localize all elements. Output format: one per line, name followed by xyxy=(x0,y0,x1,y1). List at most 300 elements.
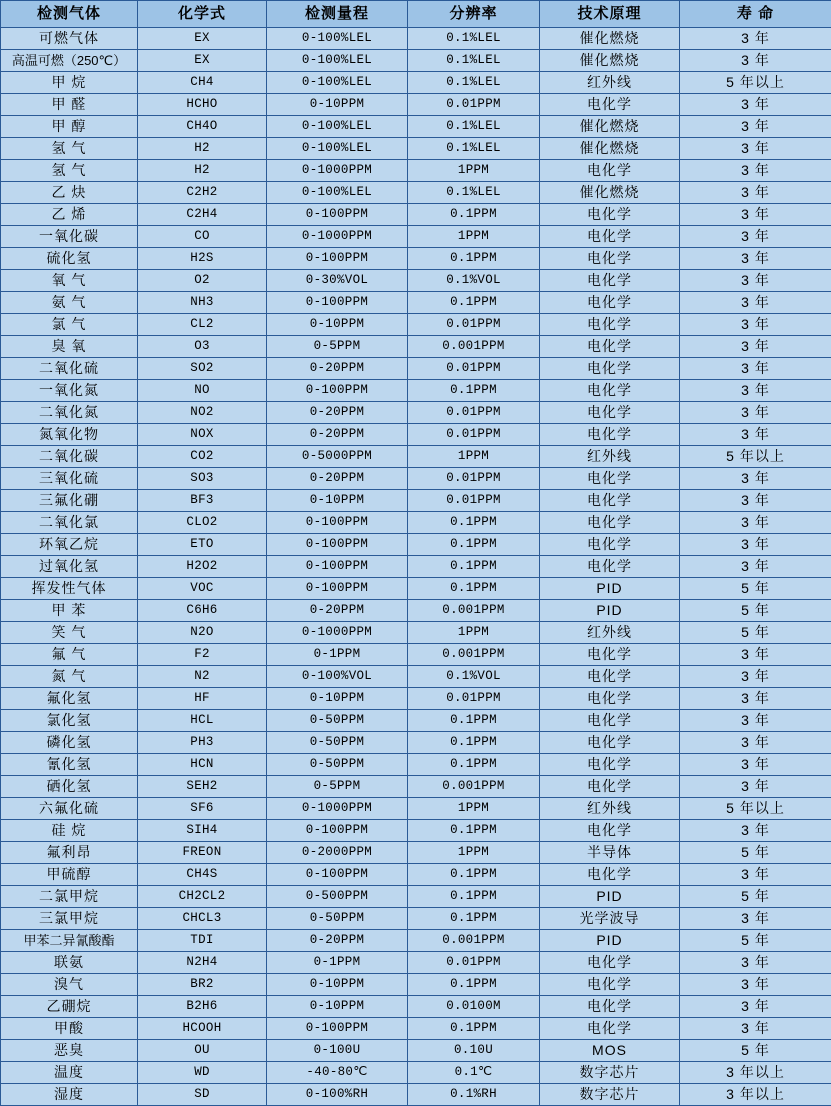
cell-formula: SF6 xyxy=(138,798,267,820)
cell-range: 0-1PPM xyxy=(267,952,408,974)
cell-range: 0-100PPM xyxy=(267,292,408,314)
cell-formula: CH4O xyxy=(138,116,267,138)
cell-range: 0-1000PPM xyxy=(267,226,408,248)
cell-lifespan: 5 年 xyxy=(680,930,831,952)
cell-range: 0-100%RH xyxy=(267,1084,408,1106)
cell-principle: 电化学 xyxy=(540,226,680,248)
cell-resolution: 0.1%VOL xyxy=(408,270,540,292)
cell-gas: 六氟化硫 xyxy=(1,798,138,820)
table-body xyxy=(1,28,831,1106)
cell-resolution: 0.1%RH xyxy=(408,1084,540,1106)
cell-gas: 甲 烷 xyxy=(1,72,138,94)
table-row xyxy=(1,1018,831,1040)
cell-gas: 氟化氢 xyxy=(1,688,138,710)
cell-lifespan: 3 年 xyxy=(680,50,831,72)
cell-formula: CL2 xyxy=(138,314,267,336)
cell-principle: PID xyxy=(540,578,680,600)
cell-gas: 三氟化硼 xyxy=(1,490,138,512)
cell-principle: 电化学 xyxy=(540,204,680,226)
cell-gas: 乙 烯 xyxy=(1,204,138,226)
cell-lifespan: 3 年 xyxy=(680,688,831,710)
cell-gas: 湿度 xyxy=(1,1084,138,1106)
cell-principle: 电化学 xyxy=(540,534,680,556)
table-row xyxy=(1,314,831,336)
cell-principle: 电化学 xyxy=(540,336,680,358)
cell-principle: 光学波导 xyxy=(540,908,680,930)
cell-resolution: 0.1%LEL xyxy=(408,28,540,50)
cell-gas: 溴气 xyxy=(1,974,138,996)
cell-lifespan: 3 年 xyxy=(680,270,831,292)
cell-lifespan: 3 年 xyxy=(680,490,831,512)
cell-formula: HCN xyxy=(138,754,267,776)
cell-resolution: 0.1PPM xyxy=(408,248,540,270)
cell-lifespan: 5 年 xyxy=(680,578,831,600)
cell-range: 0-50PPM xyxy=(267,908,408,930)
cell-resolution: 0.001PPM xyxy=(408,336,540,358)
cell-range: 0-100PPM xyxy=(267,204,408,226)
cell-principle: 电化学 xyxy=(540,424,680,446)
cell-resolution: 0.0100M xyxy=(408,996,540,1018)
cell-formula: CO xyxy=(138,226,267,248)
cell-gas: 过氧化氢 xyxy=(1,556,138,578)
cell-gas: 乙 炔 xyxy=(1,182,138,204)
cell-range: 0-10PPM xyxy=(267,996,408,1018)
cell-resolution: 0.1PPM xyxy=(408,864,540,886)
cell-resolution: 0.1PPM xyxy=(408,534,540,556)
cell-principle: PID xyxy=(540,886,680,908)
cell-lifespan: 3 年 xyxy=(680,28,831,50)
table-row xyxy=(1,402,831,424)
cell-gas: 二氯甲烷 xyxy=(1,886,138,908)
table-row xyxy=(1,666,831,688)
cell-resolution: 1PPM xyxy=(408,622,540,644)
cell-principle: 电化学 xyxy=(540,512,680,534)
cell-formula: H2O2 xyxy=(138,556,267,578)
cell-lifespan: 3 年 xyxy=(680,1018,831,1040)
table-row xyxy=(1,798,831,820)
cell-gas: 氨 气 xyxy=(1,292,138,314)
table-row xyxy=(1,688,831,710)
cell-lifespan: 5 年以上 xyxy=(680,72,831,94)
cell-range: 0-20PPM xyxy=(267,600,408,622)
table-row xyxy=(1,996,831,1018)
cell-formula: H2 xyxy=(138,138,267,160)
cell-lifespan: 3 年 xyxy=(680,402,831,424)
cell-lifespan: 3 年 xyxy=(680,996,831,1018)
cell-principle: 电化学 xyxy=(540,1018,680,1040)
cell-resolution: 0.1%LEL xyxy=(408,138,540,160)
cell-resolution: 0.01PPM xyxy=(408,688,540,710)
cell-gas: 氟利昂 xyxy=(1,842,138,864)
cell-principle: 电化学 xyxy=(540,732,680,754)
cell-formula: H2 xyxy=(138,160,267,182)
cell-lifespan: 5 年 xyxy=(680,622,831,644)
cell-resolution: 0.1%LEL xyxy=(408,50,540,72)
cell-range: 0-100PPM xyxy=(267,248,408,270)
cell-resolution: 0.1PPM xyxy=(408,204,540,226)
cell-formula: HCOOH xyxy=(138,1018,267,1040)
cell-principle: 催化燃烧 xyxy=(540,28,680,50)
cell-formula: CH4S xyxy=(138,864,267,886)
cell-formula: EX xyxy=(138,50,267,72)
cell-principle: 电化学 xyxy=(540,952,680,974)
cell-range: 0-100PPM xyxy=(267,556,408,578)
cell-resolution: 0.1%VOL xyxy=(408,666,540,688)
cell-lifespan: 3 年 xyxy=(680,512,831,534)
table-row xyxy=(1,512,831,534)
table-row xyxy=(1,226,831,248)
cell-resolution: 0.1PPM xyxy=(408,886,540,908)
cell-lifespan: 5 年以上 xyxy=(680,798,831,820)
cell-lifespan: 5 年 xyxy=(680,886,831,908)
cell-lifespan: 3 年 xyxy=(680,754,831,776)
cell-resolution: 0.001PPM xyxy=(408,930,540,952)
cell-resolution: 0.1PPM xyxy=(408,820,540,842)
cell-formula: OU xyxy=(138,1040,267,1062)
cell-lifespan: 3 年 xyxy=(680,138,831,160)
cell-principle: 电化学 xyxy=(540,688,680,710)
table-header-row xyxy=(1,1,831,28)
cell-formula: N2 xyxy=(138,666,267,688)
cell-resolution: 0.1PPM xyxy=(408,732,540,754)
cell-principle: 数字芯片 xyxy=(540,1084,680,1106)
column-header-range: 检测量程 xyxy=(267,1,408,28)
cell-resolution: 0.01PPM xyxy=(408,468,540,490)
cell-range: 0-10PPM xyxy=(267,688,408,710)
cell-formula: SO2 xyxy=(138,358,267,380)
cell-formula: NH3 xyxy=(138,292,267,314)
cell-range: 0-10PPM xyxy=(267,490,408,512)
cell-formula: NOX xyxy=(138,424,267,446)
cell-resolution: 0.1%LEL xyxy=(408,182,540,204)
cell-lifespan: 3 年 xyxy=(680,666,831,688)
cell-principle: 催化燃烧 xyxy=(540,182,680,204)
cell-lifespan: 3 年 xyxy=(680,974,831,996)
cell-gas: 三氯甲烷 xyxy=(1,908,138,930)
table-row xyxy=(1,952,831,974)
cell-range: 0-100PPM xyxy=(267,820,408,842)
table-row xyxy=(1,556,831,578)
cell-lifespan: 3 年 xyxy=(680,314,831,336)
cell-principle: 电化学 xyxy=(540,314,680,336)
cell-resolution: 1PPM xyxy=(408,160,540,182)
cell-gas: 高温可燃（250℃） xyxy=(1,50,138,72)
table-row xyxy=(1,710,831,732)
table-row xyxy=(1,908,831,930)
cell-resolution: 0.01PPM xyxy=(408,94,540,116)
cell-principle: 电化学 xyxy=(540,160,680,182)
cell-principle: 电化学 xyxy=(540,996,680,1018)
cell-gas: 氢 气 xyxy=(1,160,138,182)
table-row xyxy=(1,886,831,908)
cell-gas: 笑 气 xyxy=(1,622,138,644)
cell-gas: 氟 气 xyxy=(1,644,138,666)
table-row xyxy=(1,974,831,996)
cell-range: 0-20PPM xyxy=(267,930,408,952)
table-row xyxy=(1,182,831,204)
cell-lifespan: 3 年 xyxy=(680,160,831,182)
cell-principle: 电化学 xyxy=(540,974,680,996)
cell-principle: 电化学 xyxy=(540,380,680,402)
cell-formula: BF3 xyxy=(138,490,267,512)
cell-principle: 红外线 xyxy=(540,798,680,820)
cell-formula: N2H4 xyxy=(138,952,267,974)
cell-lifespan: 5 年以上 xyxy=(680,446,831,468)
cell-range: 0-20PPM xyxy=(267,424,408,446)
table-row xyxy=(1,50,831,72)
cell-lifespan: 3 年 xyxy=(680,732,831,754)
cell-principle: 电化学 xyxy=(540,556,680,578)
cell-principle: 催化燃烧 xyxy=(540,50,680,72)
cell-range: 0-100%VOL xyxy=(267,666,408,688)
table-row xyxy=(1,600,831,622)
cell-resolution: 0.1PPM xyxy=(408,380,540,402)
table-row xyxy=(1,578,831,600)
cell-range: -40-80℃ xyxy=(267,1062,408,1084)
cell-lifespan: 3 年 xyxy=(680,116,831,138)
table-row xyxy=(1,446,831,468)
cell-resolution: 0.1PPM xyxy=(408,556,540,578)
cell-formula: WD xyxy=(138,1062,267,1084)
cell-formula: N2O xyxy=(138,622,267,644)
table-row xyxy=(1,622,831,644)
cell-gas: 温度 xyxy=(1,1062,138,1084)
cell-range: 0-100PPM xyxy=(267,380,408,402)
cell-resolution: 0.1PPM xyxy=(408,754,540,776)
cell-range: 0-10PPM xyxy=(267,94,408,116)
cell-principle: 电化学 xyxy=(540,468,680,490)
cell-principle: 电化学 xyxy=(540,710,680,732)
column-header-principle: 技术原理 xyxy=(540,1,680,28)
cell-formula: ETO xyxy=(138,534,267,556)
cell-resolution: 1PPM xyxy=(408,446,540,468)
cell-formula: BR2 xyxy=(138,974,267,996)
cell-gas: 二氧化硫 xyxy=(1,358,138,380)
cell-gas: 甲 醇 xyxy=(1,116,138,138)
cell-resolution: 0.01PPM xyxy=(408,314,540,336)
cell-lifespan: 3 年 xyxy=(680,336,831,358)
cell-gas: 磷化氢 xyxy=(1,732,138,754)
cell-principle: MOS xyxy=(540,1040,680,1062)
cell-gas: 乙硼烷 xyxy=(1,996,138,1018)
cell-principle: 电化学 xyxy=(540,820,680,842)
cell-range: 0-5PPM xyxy=(267,776,408,798)
cell-lifespan: 3 年 xyxy=(680,864,831,886)
cell-resolution: 0.001PPM xyxy=(408,644,540,666)
cell-lifespan: 3 年 xyxy=(680,820,831,842)
cell-formula: C2H2 xyxy=(138,182,267,204)
cell-gas: 甲苯二异氰酸酯 xyxy=(1,930,138,952)
cell-resolution: 0.001PPM xyxy=(408,776,540,798)
cell-principle: 电化学 xyxy=(540,864,680,886)
cell-formula: CO2 xyxy=(138,446,267,468)
cell-formula: F2 xyxy=(138,644,267,666)
cell-gas: 氯化氢 xyxy=(1,710,138,732)
cell-formula: SD xyxy=(138,1084,267,1106)
cell-range: 0-100%LEL xyxy=(267,138,408,160)
cell-principle: 红外线 xyxy=(540,72,680,94)
cell-range: 0-100%LEL xyxy=(267,50,408,72)
table-row xyxy=(1,160,831,182)
cell-range: 0-5PPM xyxy=(267,336,408,358)
cell-lifespan: 5 年 xyxy=(680,1040,831,1062)
cell-formula: HF xyxy=(138,688,267,710)
column-header-gas: 检测气体 xyxy=(1,1,138,28)
cell-range: 0-1000PPM xyxy=(267,622,408,644)
cell-range: 0-100U xyxy=(267,1040,408,1062)
cell-formula: PH3 xyxy=(138,732,267,754)
cell-gas: 氢 气 xyxy=(1,138,138,160)
table-row xyxy=(1,94,831,116)
cell-resolution: 0.1PPM xyxy=(408,578,540,600)
cell-formula: SIH4 xyxy=(138,820,267,842)
cell-resolution: 1PPM xyxy=(408,842,540,864)
cell-gas: 甲 醛 xyxy=(1,94,138,116)
cell-formula: EX xyxy=(138,28,267,50)
cell-gas: 氧 气 xyxy=(1,270,138,292)
cell-gas: 挥发性气体 xyxy=(1,578,138,600)
cell-gas: 硒化氢 xyxy=(1,776,138,798)
cell-formula: HCHO xyxy=(138,94,267,116)
table-row xyxy=(1,490,831,512)
cell-lifespan: 3 年以上 xyxy=(680,1084,831,1106)
cell-formula: CH2CL2 xyxy=(138,886,267,908)
cell-resolution: 1PPM xyxy=(408,798,540,820)
cell-formula: VOC xyxy=(138,578,267,600)
cell-formula: TDI xyxy=(138,930,267,952)
cell-range: 0-100%LEL xyxy=(267,28,408,50)
cell-principle: 电化学 xyxy=(540,270,680,292)
table-row xyxy=(1,1062,831,1084)
cell-resolution: 0.01PPM xyxy=(408,358,540,380)
cell-formula: CH4 xyxy=(138,72,267,94)
cell-principle: 数字芯片 xyxy=(540,1062,680,1084)
cell-lifespan: 3 年 xyxy=(680,424,831,446)
cell-range: 0-100PPM xyxy=(267,534,408,556)
table-row xyxy=(1,380,831,402)
table-row xyxy=(1,424,831,446)
cell-range: 0-100%LEL xyxy=(267,182,408,204)
cell-principle: 电化学 xyxy=(540,292,680,314)
cell-lifespan: 3 年 xyxy=(680,358,831,380)
cell-resolution: 0.10U xyxy=(408,1040,540,1062)
cell-gas: 联氨 xyxy=(1,952,138,974)
cell-gas: 一氧化碳 xyxy=(1,226,138,248)
cell-lifespan: 3 年 xyxy=(680,644,831,666)
cell-principle: 电化学 xyxy=(540,754,680,776)
table-row xyxy=(1,336,831,358)
cell-resolution: 0.1PPM xyxy=(408,974,540,996)
cell-resolution: 0.1%LEL xyxy=(408,72,540,94)
column-header-formula: 化学式 xyxy=(138,1,267,28)
cell-gas: 甲硫醇 xyxy=(1,864,138,886)
column-header-lifespan: 寿 命 xyxy=(680,1,831,28)
cell-lifespan: 3 年 xyxy=(680,248,831,270)
cell-range: 0-100%LEL xyxy=(267,72,408,94)
cell-lifespan: 3 年 xyxy=(680,710,831,732)
cell-gas: 二氧化氮 xyxy=(1,402,138,424)
cell-lifespan: 3 年 xyxy=(680,182,831,204)
cell-principle: PID xyxy=(540,930,680,952)
cell-range: 0-10PPM xyxy=(267,974,408,996)
cell-principle: 电化学 xyxy=(540,644,680,666)
cell-principle: 电化学 xyxy=(540,94,680,116)
cell-lifespan: 3 年 xyxy=(680,204,831,226)
cell-gas: 氮 气 xyxy=(1,666,138,688)
table-row xyxy=(1,1040,831,1062)
cell-formula: C6H6 xyxy=(138,600,267,622)
cell-range: 0-5000PPM xyxy=(267,446,408,468)
cell-range: 0-100%LEL xyxy=(267,116,408,138)
cell-gas: 氮氧化物 xyxy=(1,424,138,446)
cell-gas: 硅 烷 xyxy=(1,820,138,842)
column-header-resolution: 分辨率 xyxy=(408,1,540,28)
cell-resolution: 0.1℃ xyxy=(408,1062,540,1084)
cell-lifespan: 3 年 xyxy=(680,380,831,402)
table-row xyxy=(1,204,831,226)
cell-principle: 电化学 xyxy=(540,776,680,798)
cell-resolution: 0.01PPM xyxy=(408,402,540,424)
cell-formula: C2H4 xyxy=(138,204,267,226)
cell-gas: 可燃气体 xyxy=(1,28,138,50)
cell-principle: 催化燃烧 xyxy=(540,138,680,160)
cell-resolution: 0.1PPM xyxy=(408,512,540,534)
cell-gas: 三氧化硫 xyxy=(1,468,138,490)
cell-range: 0-1000PPM xyxy=(267,798,408,820)
table-row xyxy=(1,138,831,160)
cell-lifespan: 3 年 xyxy=(680,94,831,116)
table-row xyxy=(1,930,831,952)
table-row xyxy=(1,864,831,886)
table-row xyxy=(1,644,831,666)
cell-principle: 电化学 xyxy=(540,490,680,512)
cell-gas: 氯 气 xyxy=(1,314,138,336)
cell-resolution: 1PPM xyxy=(408,226,540,248)
cell-range: 0-1PPM xyxy=(267,644,408,666)
cell-principle: PID xyxy=(540,600,680,622)
cell-lifespan: 3 年 xyxy=(680,292,831,314)
cell-range: 0-500PPM xyxy=(267,886,408,908)
cell-principle: 催化燃烧 xyxy=(540,116,680,138)
cell-gas: 甲 苯 xyxy=(1,600,138,622)
table-row xyxy=(1,754,831,776)
cell-range: 0-10PPM xyxy=(267,314,408,336)
cell-lifespan: 3 年 xyxy=(680,534,831,556)
cell-range: 0-20PPM xyxy=(267,358,408,380)
cell-gas: 恶臭 xyxy=(1,1040,138,1062)
cell-formula: FREON xyxy=(138,842,267,864)
cell-gas: 二氧化碳 xyxy=(1,446,138,468)
cell-principle: 红外线 xyxy=(540,446,680,468)
cell-resolution: 0.1PPM xyxy=(408,710,540,732)
cell-resolution: 0.01PPM xyxy=(408,424,540,446)
table-row xyxy=(1,732,831,754)
cell-formula: SO3 xyxy=(138,468,267,490)
cell-range: 0-2000PPM xyxy=(267,842,408,864)
cell-range: 0-100PPM xyxy=(267,512,408,534)
table-row xyxy=(1,468,831,490)
cell-range: 0-100PPM xyxy=(267,578,408,600)
table-row xyxy=(1,116,831,138)
cell-range: 0-20PPM xyxy=(267,468,408,490)
cell-formula: CLO2 xyxy=(138,512,267,534)
table-row xyxy=(1,820,831,842)
cell-gas: 一氧化氮 xyxy=(1,380,138,402)
cell-principle: 电化学 xyxy=(540,358,680,380)
cell-resolution: 0.1PPM xyxy=(408,908,540,930)
cell-lifespan: 3 年 xyxy=(680,226,831,248)
cell-range: 0-50PPM xyxy=(267,710,408,732)
